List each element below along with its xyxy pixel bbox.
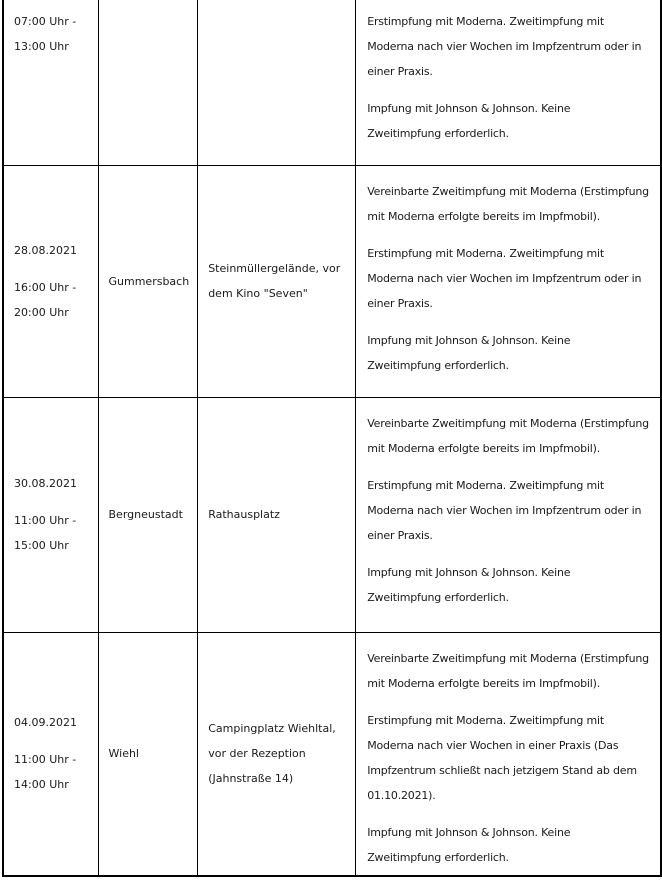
cell-datetime <box>3 0 98 165</box>
text-line: 28.08.2021 <box>14 243 77 257</box>
text-line: Campingplatz Wiehltal, <box>208 722 336 736</box>
text-line: Gummersbach <box>108 274 190 288</box>
cell-details <box>356 397 661 632</box>
paragraph <box>208 716 347 791</box>
text-line: vor der Rezeption <box>208 747 306 761</box>
text-line: 01.10.2021). <box>367 788 436 802</box>
cell-datetime <box>3 632 98 876</box>
text-line: Zweitimpfung erforderlich. <box>367 358 509 372</box>
text-line: einer Praxis. <box>367 296 433 310</box>
cell-city <box>98 165 198 397</box>
text-line: Vereinbarte Zweitimpfung mit Moderna (Erstimpfung <box>367 651 649 665</box>
text-line: mit Moderna erfolgte bereits im Impfmobil). <box>367 209 601 223</box>
table-row <box>3 165 661 397</box>
paragraph <box>367 560 654 610</box>
text-line: 13:00 Uhr <box>14 40 69 53</box>
paragraph <box>109 269 190 294</box>
text-line: 30.08.2021 <box>14 477 77 490</box>
text-line: Moderna nach vier Wochen im Impfzentrum oder in <box>367 503 642 517</box>
cell-city <box>98 0 198 165</box>
text-line: 20:00 Uhr <box>14 305 69 319</box>
text-line: einer Praxis. <box>367 528 433 542</box>
text-line: Vereinbarte Zweitimpfung mit Moderna (Erstimpfung <box>367 184 649 198</box>
cell-location <box>198 165 356 397</box>
text-line: Vereinbarte Zweitimpfung mit Moderna (Erstimpfung <box>367 416 649 430</box>
text-line: Rathausplatz <box>208 508 280 521</box>
paragraph <box>14 9 90 59</box>
text-line: Impfung mit Johnson & Johnson. Keine <box>367 565 571 579</box>
cell-location <box>198 0 356 165</box>
paragraph <box>367 411 654 461</box>
text-line: Steinmüllergelände, vor <box>208 262 341 275</box>
paragraph <box>367 328 654 378</box>
text-line: 16:00 Uhr - <box>14 280 77 294</box>
text-line: Zweitimpfung erforderlich. <box>367 127 509 140</box>
cell-details <box>356 632 661 876</box>
table-row <box>3 632 661 876</box>
paragraph <box>367 96 654 146</box>
text-line: (Jahnstraße 14) <box>208 772 294 786</box>
paragraph <box>14 471 90 496</box>
text-line: Erstimpfung mit Moderna. Zweitimpfung mit <box>367 246 604 260</box>
text-line: Bergneustadt <box>108 508 183 521</box>
cell-details <box>356 0 661 165</box>
text-line: Moderna nach vier Wochen im Impfzentrum oder in <box>367 271 642 285</box>
cell-location <box>198 397 356 632</box>
paragraph <box>367 9 654 84</box>
paragraph <box>367 241 654 316</box>
cell-city <box>98 632 198 876</box>
text-line: 14:00 Uhr <box>14 778 69 792</box>
text-line: einer Praxis. <box>367 65 433 78</box>
text-line: Zweitimpfung erforderlich. <box>367 590 509 604</box>
paragraph <box>109 741 190 766</box>
paragraph <box>14 710 90 735</box>
text-line: Moderna nach vier Wochen im Impfzentrum oder in <box>367 40 642 53</box>
paragraph <box>14 238 90 263</box>
text-line: Erstimpfung mit Moderna. Zweitimpfung mit <box>367 15 604 28</box>
paragraph <box>14 747 90 797</box>
paragraph <box>367 179 654 229</box>
paragraph <box>367 646 654 696</box>
table-row <box>3 0 661 165</box>
cell-city <box>98 397 198 632</box>
text-line: 11:00 Uhr - <box>14 753 77 767</box>
text-line: Zweitimpfung erforderlich. <box>367 850 509 864</box>
text-line: Impfzentrum schließt nach jetzigem Stand ab dem <box>367 763 637 777</box>
paragraph <box>14 508 90 558</box>
cell-datetime <box>3 165 98 397</box>
paragraph <box>367 708 654 808</box>
paragraph <box>208 256 347 306</box>
text-line: Moderna nach vier Wochen in einer Praxis (Das <box>367 738 619 752</box>
paragraph <box>208 502 347 527</box>
cell-details <box>356 165 661 397</box>
text-line: mit Moderna erfolgte bereits im Impfmobil). <box>367 441 601 455</box>
text-line: dem Kino "Seven" <box>208 287 308 300</box>
text-line: 07:00 Uhr - <box>14 15 77 28</box>
text-line: Impfung mit Johnson & Johnson. Keine <box>367 102 571 115</box>
table-row <box>3 397 661 632</box>
text-line: Impfung mit Johnson & Johnson. Keine <box>367 333 571 347</box>
text-line: 15:00 Uhr <box>14 539 69 552</box>
text-line: Impfung mit Johnson & Johnson. Keine <box>367 825 571 839</box>
text-line: 11:00 Uhr - <box>14 514 77 527</box>
text-line: Erstimpfung mit Moderna. Zweitimpfung mit <box>367 713 604 727</box>
text-line: 04.09.2021 <box>14 716 77 730</box>
paragraph <box>367 820 654 870</box>
text-line: Wiehl <box>108 747 139 761</box>
vaccination-schedule-table <box>2 0 662 877</box>
paragraph <box>367 473 654 548</box>
paragraph <box>14 275 90 325</box>
cell-datetime <box>3 397 98 632</box>
text-line: mit Moderna erfolgte bereits im Impfmobil). <box>367 676 601 690</box>
paragraph <box>109 502 190 527</box>
cell-location <box>198 632 356 876</box>
text-line: Erstimpfung mit Moderna. Zweitimpfung mit <box>367 478 604 492</box>
schedule-table-body <box>3 0 661 876</box>
